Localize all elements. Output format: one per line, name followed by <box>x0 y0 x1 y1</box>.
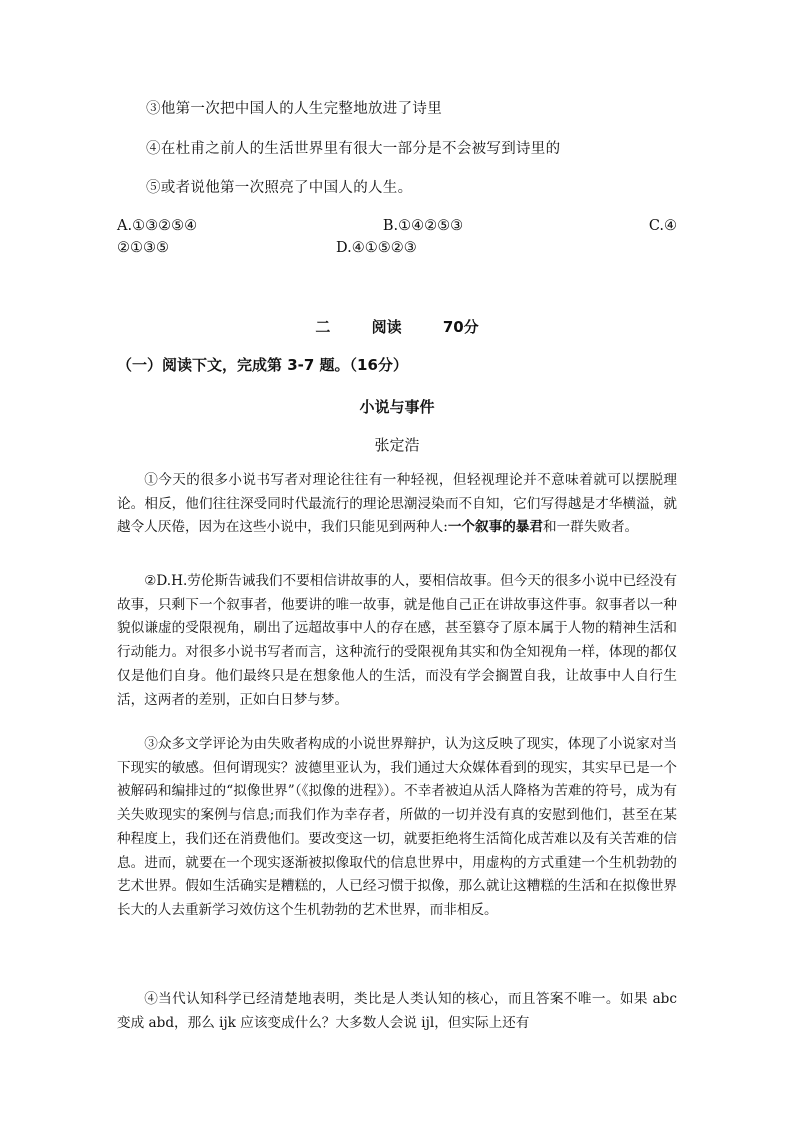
subsection-heading: （一）阅读下文，完成第 3-7 题。（16分） <box>117 356 408 374</box>
paragraph-1-emphasis: 一个叙事的暴君 <box>447 519 543 536</box>
choice-item-4: ④在杜甫之前人的生活世界里有很大一部分是不会被写到诗里的 <box>146 141 561 157</box>
option-c-part2: ②①③⑤ <box>117 240 169 256</box>
paragraph-1-text: ①今天的很多小说书写者对理论往往有一种轻视，但轻视理论并不意味着就可以摆脱理论。相反，他们往往深受同时代最流行的理论思潮浸染而不自知，它们写得越是才华横溢，就越令人厌倦，因为在这些小说中，我们只能见到两种人: <box>117 472 677 536</box>
section-number: 二 <box>315 318 331 336</box>
article-title: 小说与事件 <box>359 398 435 416</box>
section-name: 阅读 <box>371 318 402 336</box>
paragraph-4: ④当代认知科学已经清楚地表明，类比是人类认知的核心，而且答案不唯一。如果 abc 变成 abd，那么 ijk 应该变成什么？大多数人会说 ijl，但实际上还有 <box>117 991 677 1031</box>
option-d: D.④①⑤②③ <box>336 240 417 256</box>
answer-options <box>117 215 677 259</box>
paragraph-1 <box>117 469 677 540</box>
option-b: B.①④②⑤③ <box>382 218 464 234</box>
paragraph-3: ③众多文学评论为由失败者构成的小说世界辩护，认为这反映了现实，体现了小说家对当下现实的敏感。但何谓现实？波德里亚认为，我们通过大众媒体看到的现实，其实早已是一个被解码和编排过的“拟像世界”（《拟像的进程》）。不幸者被迫从活人降格为苦难的符号，成为有关失败现实的案例与信息;而我们作为幸存者，所做的一切并没有真的安慰到他们，甚至在某种程度上，我们还在消费他们。要改变这一切，就要拒绝将生活简化成苦难以及有关苦难的信息。进而，就要在一个现实逐渐被拟像取代的信息世界中，用虚构的方式重建一个生机勃勃的艺术世界。假如生活确实是糟糕的，人已经习惯于拟像，那么就让这糟糕的生活和在拟像世界长大的人去重新学习效仿这个生机勃勃的艺术世界，而非相反。 <box>117 736 677 918</box>
section-heading <box>0 316 794 337</box>
article-author: 张定浩 <box>374 436 420 454</box>
section-score: 70分 <box>442 318 479 336</box>
choice-item-5: ⑤或者说他第一次照亮了中国人的人生。 <box>146 180 413 196</box>
choice-item-3: ③他第一次把中国人的人生完整地放进了诗里 <box>146 101 442 117</box>
paragraph-2: ②D.H.劳伦斯告诫我们不要相信讲故事的人，要相信故事。但今天的很多小说中已经没有故事，只剩下一个叙事者，他要讲的唯一故事，就是他自己正在讲故事这件事。叙事者以一种貌似谦虚的受限视角，刷出了远超故事中人的存在感，甚至篡夺了原本属于人物的精神生活和行动能力。对很多小说书写者而言，这种流行的受限视角其实和伪全知视角一样，体现的都仅仅是他们自身。他们最终只是在想象他人的生活，而没有学会搁置自我，让故事中人自行生活，这两者的差别，正如白日梦与梦。 <box>117 573 677 708</box>
option-c-part1: C.④ <box>648 218 677 234</box>
option-a: A.①③②⑤④ <box>117 218 198 234</box>
paragraph-1-tail: 和一群失败者。 <box>542 519 639 536</box>
